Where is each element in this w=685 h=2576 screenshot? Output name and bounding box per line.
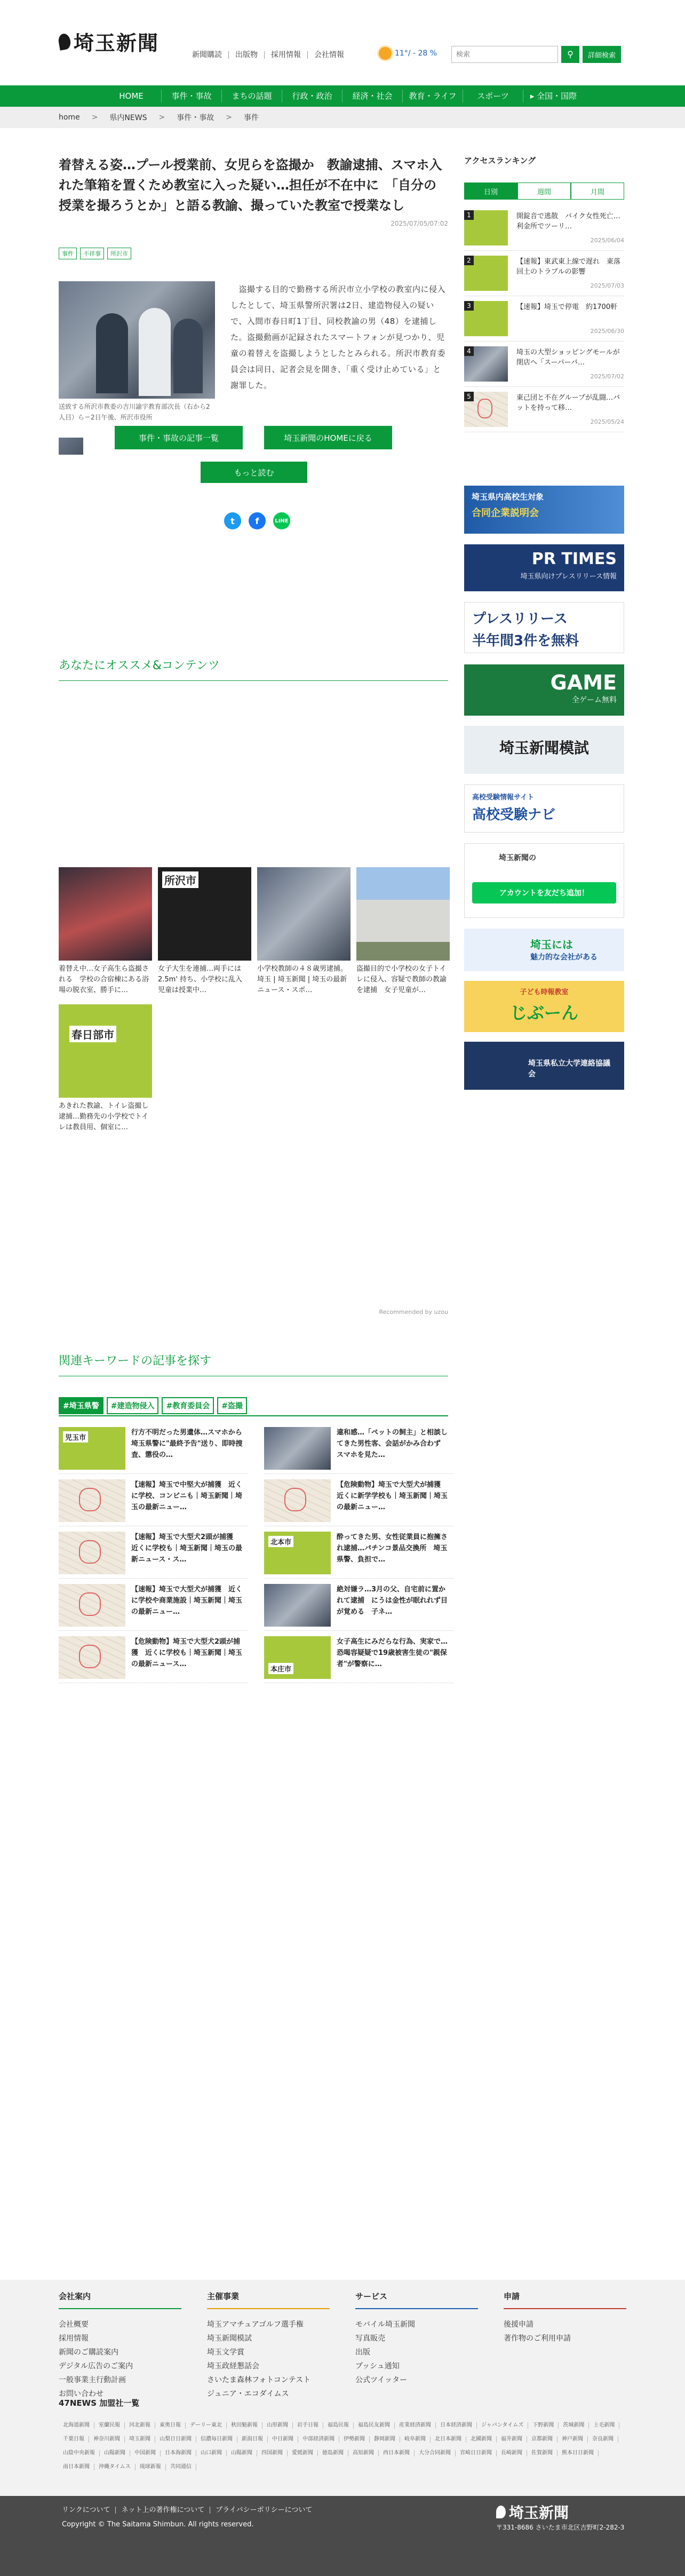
news47-link[interactable]: 京都新聞: [527, 2436, 557, 2443]
footer-column-company: [59, 2290, 181, 2401]
footer-column-title: 会社案内: [59, 2290, 181, 2309]
ranking-item[interactable]: [464, 344, 624, 387]
recommend-text: 女子大生を連捕…両手には2.5m' 持ち、小学校に乱入 児童は授業中…: [158, 965, 250, 994]
news47-link[interactable]: 高知新聞: [348, 2450, 379, 2456]
keyword-tab[interactable]: #盗撮: [217, 1397, 247, 1414]
news47-link[interactable]: 秋田魁新報: [227, 2422, 262, 2429]
ranking-number: 3: [464, 301, 474, 311]
weather-widget: [379, 47, 437, 60]
site-footer: [0, 2280, 685, 2576]
ranking-number: 2: [464, 256, 474, 265]
map-label: 本庄市: [268, 1663, 293, 1674]
advanced-search-button[interactable]: 詳細検索: [583, 46, 621, 63]
banner-sub: 魅力的な会社がある: [530, 953, 598, 962]
article-tags: [59, 248, 448, 259]
weather-temps: 11°/ - 28 %: [395, 49, 437, 58]
search-icon: ⚲: [567, 50, 574, 59]
news47-link[interactable]: 徳島新聞: [318, 2450, 348, 2456]
ranking-date: 2025/05/24: [590, 418, 624, 425]
breadcrumb-home[interactable]: home: [59, 113, 80, 122]
news47-link[interactable]: 茨城新聞: [559, 2422, 589, 2429]
share-buttons: [224, 512, 290, 529]
footer-link[interactable]: 埼玉アマチュアゴルフ選手権: [207, 2320, 304, 2329]
keyword-article-text: 行方不明だった男遺体…スマホから埼玉県警に"最終予告"送り、即時捜査、懲役の…: [131, 1429, 243, 1459]
news47-link[interactable]: 中部経済新聞: [298, 2436, 339, 2443]
banner-job-fair[interactable]: [464, 486, 624, 534]
news47-link[interactable]: 東奥日報: [155, 2422, 186, 2429]
keyword-article-image: [264, 1584, 331, 1627]
banner-university[interactable]: [464, 1042, 624, 1090]
keyword-tab[interactable]: #埼玉県警: [59, 1397, 103, 1414]
nav-politics[interactable]: 行政・政治: [282, 90, 342, 102]
tag-incident[interactable]: 事件: [59, 248, 77, 259]
nav-education[interactable]: 教育・ライフ: [403, 90, 463, 102]
keyword-article-text: 【危険動物】埼玉で大型犬が捕獲 近くに新学学校も｜埼玉新聞｜埼玉の最新ニュー…: [337, 1481, 448, 1511]
keyword-article-image: [264, 1636, 331, 1679]
keyword-article[interactable]: [59, 1532, 248, 1579]
ranking-date: 2025/07/03: [590, 282, 624, 289]
banner-title: 埼玉県内高校生対象: [472, 492, 544, 502]
ranking-text: 【速報】埼玉で停電 約1700軒: [516, 303, 618, 311]
footer-bottom-link[interactable]: ネット上の著作権について: [116, 2507, 210, 2514]
news47-link[interactable]: 山口新聞: [196, 2450, 227, 2456]
news47-link[interactable]: 長崎新聞: [497, 2450, 527, 2456]
category-list-button[interactable]: 事件・事故の記事一覧: [115, 426, 243, 449]
keyword-article-text: 【危険動物】埼玉で大型犬2頭が捕獲 近くに学校も｜埼玉新聞｜埼玉の最新ニュース…: [131, 1638, 243, 1668]
keyword-article[interactable]: [59, 1584, 248, 1631]
footer-link[interactable]: 埼玉文学賞: [207, 2348, 244, 2357]
news47-link[interactable]: 奈良新聞: [588, 2436, 618, 2443]
banner-sub: 埼玉県向けプレスリリース情報: [520, 573, 617, 581]
news47-link[interactable]: 北日本新聞: [431, 2436, 466, 2443]
ranking-text: 開錠音で逃散 バイク女性死亡…利金所でツーリ…: [516, 212, 620, 231]
banner-title: プレスリリース: [472, 611, 568, 627]
map-label: 春日部市: [69, 1026, 116, 1042]
banner-title: じぶーん: [509, 1003, 578, 1023]
news47-link[interactable]: 大分合同新聞: [415, 2450, 456, 2456]
keyword-article[interactable]: [264, 1532, 453, 1579]
recommend-image: [356, 867, 450, 961]
footer-column-list: [207, 2318, 330, 2401]
recommend-image: [59, 1004, 152, 1098]
keyword-article-image: [264, 1479, 331, 1522]
ranking-text: 東己団と不在グループが乱闘…バットを持って移…: [516, 394, 620, 412]
footer-link[interactable]: 新聞のご購読案内: [59, 2348, 118, 2357]
main-nav: [0, 85, 685, 107]
banner-title: 高校受験情報サイト: [472, 794, 535, 802]
keyword-article-image: [59, 1479, 125, 1522]
news47-link[interactable]: 神奈川新聞: [89, 2436, 125, 2443]
banner-exam-navi[interactable]: [464, 784, 624, 833]
news47-link[interactable]: 佐賀新聞: [527, 2450, 557, 2456]
news47-link[interactable]: 琉球新報: [136, 2464, 166, 2470]
footer-link[interactable]: 著作物のご利用申請: [504, 2334, 571, 2343]
recommend-card[interactable]: [356, 867, 450, 996]
breadcrumb: [0, 107, 685, 128]
photo-person: [96, 313, 128, 393]
keyword-article-image: [59, 1427, 125, 1470]
map-label: 北本市: [268, 1536, 293, 1547]
keyword-article-image: [59, 1636, 125, 1679]
keyword-article-text: 【速報】埼玉で大型犬が捕獲 近くに学校や商業施設｜埼玉新聞｜埼玉の最新ニュー…: [131, 1586, 243, 1616]
ranking-tab-daily[interactable]: 日別: [464, 183, 517, 200]
news47-link[interactable]: 神戸新聞: [557, 2436, 588, 2443]
footer-bottom-link[interactable]: プライバシーポリシーについて: [216, 2506, 313, 2514]
top-link-company[interactable]: 会社情報: [314, 51, 344, 59]
site-header: [0, 0, 685, 85]
footer-link[interactable]: 公式ツイッター: [355, 2376, 408, 2384]
footer-link[interactable]: プッシュ通知: [355, 2362, 400, 2371]
footer-column-list: [355, 2318, 478, 2387]
footer-bottom: [0, 2496, 685, 2576]
article-headline: 着替える姿…プール授業前、女児らを盗撮か 教諭逮捕、スマホ入れた筆箱を置くため教室に入った疑い…担任が不在中に 「自分の授業を撮ろうとか」と語る教諭、撮っていた教室で授業なし: [59, 157, 442, 213]
news47-link[interactable]: 福島民報: [323, 2422, 354, 2429]
top-link-publications[interactable]: 出版物: [229, 51, 265, 59]
photo-caption: 送致する所沢市教委の吉川諭宇教育部次長（右から2人目）ら＝2日午後、所沢市役所: [59, 403, 210, 421]
breadcrumb-sep: >: [226, 113, 232, 122]
news47-list: [59, 2419, 626, 2474]
banner-press-release[interactable]: [464, 602, 624, 653]
news47-link[interactable]: 沖縄タイムス: [94, 2464, 136, 2470]
nav-home[interactable]: HOME: [101, 90, 162, 102]
recommend-text: 盗撮目的で小学校の女子トイレに侵入、容疑で教師の教諭を逮捕 女子児童が…: [356, 965, 447, 994]
news47-link[interactable]: 日本経済新聞: [436, 2422, 477, 2429]
banner-title: 埼玉新聞模試: [499, 739, 589, 757]
footer-link[interactable]: 会社概要: [59, 2320, 89, 2329]
banner-pr-times[interactable]: [464, 544, 624, 591]
news47-link[interactable]: 山陰中央新報: [59, 2450, 100, 2456]
twitter-icon[interactable]: t: [224, 512, 241, 529]
banner-sub: 合同企業説明会: [472, 508, 539, 519]
ranking-tab-weekly[interactable]: 週間: [517, 183, 571, 200]
article-body-text: 盗撮する目的で勤務する所沢市立小学校の教室内に侵入したとして、埼玉県警所沢署は2日、建造物侵入の疑いで、入間市春日町1丁目、同校教諭の男（48）を逮捕した。盗撮動画が記録されたスマートフォンが見つかり、児童の着替えを盗撮しようとしたとみられる。所沢市教育委員会は同日、記者会見を開き、「重く受け止めている」と謝罪した。: [230, 284, 446, 390]
photo-thumbnail[interactable]: [59, 438, 83, 455]
news47-link[interactable]: 千葉日報: [59, 2436, 89, 2443]
recommend-card[interactable]: [257, 867, 351, 996]
keywords-title: 関連キーワードの記事を探す: [59, 1352, 448, 1376]
ranking-item[interactable]: [464, 299, 624, 342]
news47-link[interactable]: 愛媛新聞: [288, 2450, 318, 2456]
ranking-date: 2025/06/04: [590, 237, 624, 244]
ranking-item[interactable]: [464, 390, 624, 432]
news47-link[interactable]: 伊勢新聞: [339, 2436, 370, 2443]
nav-incidents[interactable]: 事件・事故: [162, 90, 222, 102]
banner-title: 埼玉には: [530, 938, 573, 951]
banner-title: GAME: [550, 671, 617, 694]
keyword-article-image: [59, 1584, 125, 1627]
recommend-text: あきれた教諭、トイレ盗撮し逮捕…勤務先の小学校でトイレは教員用、個室に…: [59, 1102, 149, 1131]
recommend-text: 小学校教師の４８歳男逮捕。埼玉 | 埼玉新聞 | 埼玉の最新ニュース・スポ…: [257, 965, 348, 994]
footer-logo[interactable]: [496, 2501, 569, 2523]
map-label: 所沢市: [162, 871, 198, 888]
recommend-card[interactable]: [59, 867, 152, 996]
keyword-divider: [59, 1415, 448, 1416]
news47-link[interactable]: 産業経済新聞: [395, 2422, 436, 2429]
news47-link[interactable]: 下野新聞: [528, 2422, 559, 2429]
footer-logo-text: 埼玉新聞: [509, 2504, 569, 2522]
keyword-tab[interactable]: #教育委員会: [162, 1397, 214, 1414]
top-links: [192, 51, 351, 59]
footer-link[interactable]: 採用情報: [59, 2334, 89, 2343]
keyword-article-text: 酔ってきた男、女性従業員に抱擁され逮捕…パチンコ景品交換所 埼玉県警、負担で…: [337, 1533, 448, 1564]
banner-sub: 高校受験ナビ: [472, 807, 556, 823]
footer-column-title: 申請: [504, 2290, 626, 2309]
ranking-tab-monthly[interactable]: 月間: [571, 183, 624, 200]
top-link-subscribe[interactable]: 新聞購読: [192, 51, 229, 59]
banner-title: 埼玉県私立大学連絡協議会: [528, 1059, 610, 1079]
footer-column-title: サービス: [355, 2290, 478, 2309]
ranking-number: 4: [464, 346, 474, 356]
banner-line-friend[interactable]: [464, 843, 624, 918]
footer-column-list: [504, 2318, 626, 2345]
photo-person: [139, 308, 171, 396]
news47-link[interactable]: 共同通信: [166, 2464, 196, 2470]
ranking-date: 2025/06/30: [590, 328, 624, 335]
ranking-number: 5: [464, 392, 474, 401]
keyword-article[interactable]: [264, 1584, 453, 1631]
logo-mark-icon: [496, 2506, 506, 2518]
back-home-button[interactable]: 埼玉新聞のHOMEに戻る: [264, 426, 392, 449]
search-button[interactable]: [561, 46, 579, 63]
top-link-recruit[interactable]: 採用情報: [265, 51, 308, 59]
news47-link[interactable]: 信濃毎日新聞: [196, 2436, 237, 2443]
ranking-item[interactable]: [464, 253, 624, 296]
footer-column-events: [207, 2290, 330, 2401]
news47-link[interactable]: 中日新聞: [268, 2436, 298, 2443]
nav-sports[interactable]: スポーツ: [463, 90, 523, 102]
keyword-article-text: 絶対嫌ラ…3月の父、自宅前に置かれて逮捕 にうは金性が眠れれず目が覚める 子ネ…: [337, 1586, 448, 1616]
footer-column-list: [59, 2318, 181, 2401]
nav-national-label: 全国・国際: [537, 91, 577, 101]
ranking-title: アクセスランキング: [464, 156, 536, 165]
site-logo[interactable]: [59, 27, 159, 56]
footer-bottom-link[interactable]: リンクについて: [62, 2507, 116, 2514]
article-date: 2025/07/05/07:02: [391, 220, 448, 227]
keyword-article-text: 違和感…「ペットの飼主」と相談してきた男性客、会話がかみ合わず スマホを見た…: [337, 1429, 448, 1459]
recommend-text: 着替え中…女子高生ら盗撮される 学校の合宿棟にある浴場の脱衣室、勝手に…: [59, 965, 149, 994]
recommend-image: [257, 867, 351, 961]
footer-link[interactable]: 埼玉新聞模試: [207, 2334, 252, 2343]
news47-link[interactable]: 北海道新聞: [59, 2422, 94, 2429]
news47-link[interactable]: 熊本日日新聞: [557, 2450, 599, 2456]
search-input[interactable]: [451, 46, 558, 63]
keyword-article[interactable]: [264, 1636, 453, 1683]
map-label: 児玉市: [63, 1431, 88, 1442]
line-icon[interactable]: LINE: [273, 512, 290, 529]
news47-link[interactable]: 河北新報: [125, 2422, 155, 2429]
news47-link[interactable]: 四国新聞: [257, 2450, 288, 2456]
recommended-by: Recommended by uzou: [379, 1309, 448, 1315]
nav-town[interactable]: まちの話題: [222, 90, 282, 102]
news47-link[interactable]: 山陽新聞: [100, 2450, 130, 2456]
keyword-article-text: 【速報】埼玉で中堅大が捕獲 近くに学校、コンビニも｜埼玉新聞｜埼玉の最新ニュー…: [131, 1481, 243, 1511]
footer-link[interactable]: ジュニア・エコダイムス: [207, 2390, 289, 2398]
news47-link[interactable]: 山陽新聞: [227, 2450, 257, 2456]
news47-link[interactable]: 南日本新聞: [59, 2464, 94, 2470]
recommend-image: [59, 867, 152, 961]
news47-link[interactable]: 室蘭民報: [94, 2422, 125, 2429]
footer-column-applications: [504, 2290, 626, 2345]
recommend-card[interactable]: [158, 867, 251, 996]
ranking-number: 1: [464, 210, 474, 220]
news47-link[interactable]: 中国新聞: [130, 2450, 161, 2456]
banner-mock-exam[interactable]: [464, 726, 624, 774]
keyword-tabs: [59, 1397, 247, 1414]
news47-link[interactable]: 岩手日報: [293, 2422, 323, 2429]
keyword-article[interactable]: [264, 1479, 453, 1526]
nav-national[interactable]: [523, 90, 584, 102]
banner-title: PR TIMES: [531, 550, 617, 568]
banner-sub: 半年間3件を無料: [472, 633, 579, 649]
banner-game[interactable]: [464, 664, 624, 716]
news47-link[interactable]: 埼玉新聞: [125, 2436, 155, 2443]
footer-link[interactable]: 写真販売: [355, 2334, 385, 2343]
keyword-article-image: [59, 1532, 125, 1574]
banner-sub: アカウントを友だち追加！: [472, 882, 616, 903]
copyright: Copyright © The Saitama Shimbun. All rights reserved.: [62, 2520, 254, 2529]
breadcrumb-current: 事件: [243, 114, 259, 122]
ranking-item[interactable]: [464, 208, 624, 251]
footer-link[interactable]: 後援申請: [504, 2320, 533, 2329]
keyword-article[interactable]: [264, 1427, 453, 1474]
banner-jibun[interactable]: [464, 981, 624, 1032]
footer-column-title: 主催事業: [207, 2290, 330, 2309]
news47-link[interactable]: 静岡新聞: [370, 2436, 400, 2443]
breadcrumb-local-news[interactable]: 県内NEWS: [109, 114, 147, 122]
footer-address: 〒331-8686 さいたま市北区吉野町2-282-3: [496, 2524, 625, 2531]
footer-link[interactable]: モバイル埼玉新聞: [355, 2320, 415, 2329]
banner-tranbi[interactable]: [464, 929, 624, 971]
keyword-article[interactable]: [59, 1479, 248, 1526]
ranking-text: 【速報】東武東上線で遅れ 東落回土のトラブルの影響: [516, 258, 621, 276]
keyword-article-text: 女子高生にみだらな行為、実家で…恐喝容疑疑で19歳被害生徒の"親保者"が警察に…: [337, 1638, 448, 1668]
news47-link[interactable]: 福井新聞: [497, 2436, 527, 2443]
footer-link[interactable]: デジタル広告のご案内: [59, 2362, 133, 2371]
news47-link[interactable]: 新潟日報: [237, 2436, 268, 2443]
news47-link[interactable]: デーリー東北: [186, 2422, 227, 2429]
tag-tokorozawa[interactable]: 所沢市: [107, 248, 131, 259]
news47-link[interactable]: ジャパンタイムズ: [477, 2422, 528, 2429]
breadcrumb-incidents[interactable]: 事件・事故: [177, 114, 214, 122]
nav-economy[interactable]: 経済・社会: [342, 90, 403, 102]
footer-column-services: [355, 2290, 478, 2387]
chevron-right-icon: ▸: [530, 91, 537, 101]
banner-title: 埼玉新聞の: [499, 854, 536, 862]
keyword-article-image: [264, 1532, 331, 1574]
keyword-article[interactable]: [59, 1636, 248, 1683]
ranking-date: 2025/07/02: [590, 373, 624, 380]
keyword-article-text: 【速報】埼玉で大型犬2頭が捕獲 近くに学校も｜埼玉新聞｜埼玉の最新ニュース・ス…: [131, 1533, 243, 1564]
recommend-image: [158, 867, 251, 961]
ranking-tabs: [464, 183, 624, 200]
banner-sub: 全ゲーム無料: [572, 696, 617, 704]
news47-link[interactable]: 西日本新聞: [379, 2450, 415, 2456]
article-photo[interactable]: [59, 281, 215, 399]
news47-link[interactable]: 日本海新聞: [161, 2450, 196, 2456]
footer-bottom-links: [62, 2507, 317, 2514]
search-bar: [451, 46, 621, 63]
footer-link[interactable]: 出版: [355, 2348, 370, 2357]
photo-person: [173, 319, 203, 393]
banner-sub: 子ども時報教室: [520, 988, 569, 996]
news47-link[interactable]: 山梨日日新聞: [155, 2436, 196, 2443]
news47-link[interactable]: 山形新聞: [262, 2422, 293, 2429]
read-more-button[interactable]: もっと読む: [201, 462, 307, 483]
sunny-icon: [379, 47, 392, 60]
news47-link[interactable]: 上毛新聞: [589, 2422, 619, 2429]
news47-title: 47NEWS 加盟社一覧: [59, 2398, 140, 2408]
facebook-icon[interactable]: f: [249, 512, 266, 529]
news47-link[interactable]: 北國新聞: [466, 2436, 497, 2443]
tag-scandal[interactable]: 不祥事: [80, 248, 104, 259]
keyword-tab[interactable]: #建造物侵入: [107, 1397, 159, 1414]
breadcrumb-sep: >: [91, 113, 98, 122]
sidebar: [464, 155, 624, 1079]
logo-mark-icon: [58, 33, 72, 50]
footer-link[interactable]: 一般事業主行動計画: [59, 2376, 126, 2384]
footer-link[interactable]: さいたま森林フォトコンテスト: [207, 2376, 311, 2384]
keyword-article[interactable]: [59, 1427, 248, 1474]
recommend-title: あなたにオススメ&コンテンツ: [59, 656, 448, 681]
recommend-card[interactable]: [59, 1004, 152, 1133]
news47-link[interactable]: 岐阜新聞: [400, 2436, 431, 2443]
news47-link[interactable]: 福島民友新聞: [354, 2422, 395, 2429]
footer-link[interactable]: お問い合わせ: [59, 2390, 103, 2398]
footer-link[interactable]: 埼玉政経懇話会: [207, 2362, 259, 2371]
ranking-text: 埼玉の大型ショッピングモールが閉店へ「スーパーバ…: [516, 348, 620, 367]
breadcrumb-sep: >: [158, 113, 165, 122]
article-body: [230, 281, 449, 393]
keyword-article-image: [264, 1427, 331, 1470]
news47-link[interactable]: 宮崎日日新聞: [456, 2450, 497, 2456]
logo-text: 埼玉新聞: [74, 31, 160, 55]
